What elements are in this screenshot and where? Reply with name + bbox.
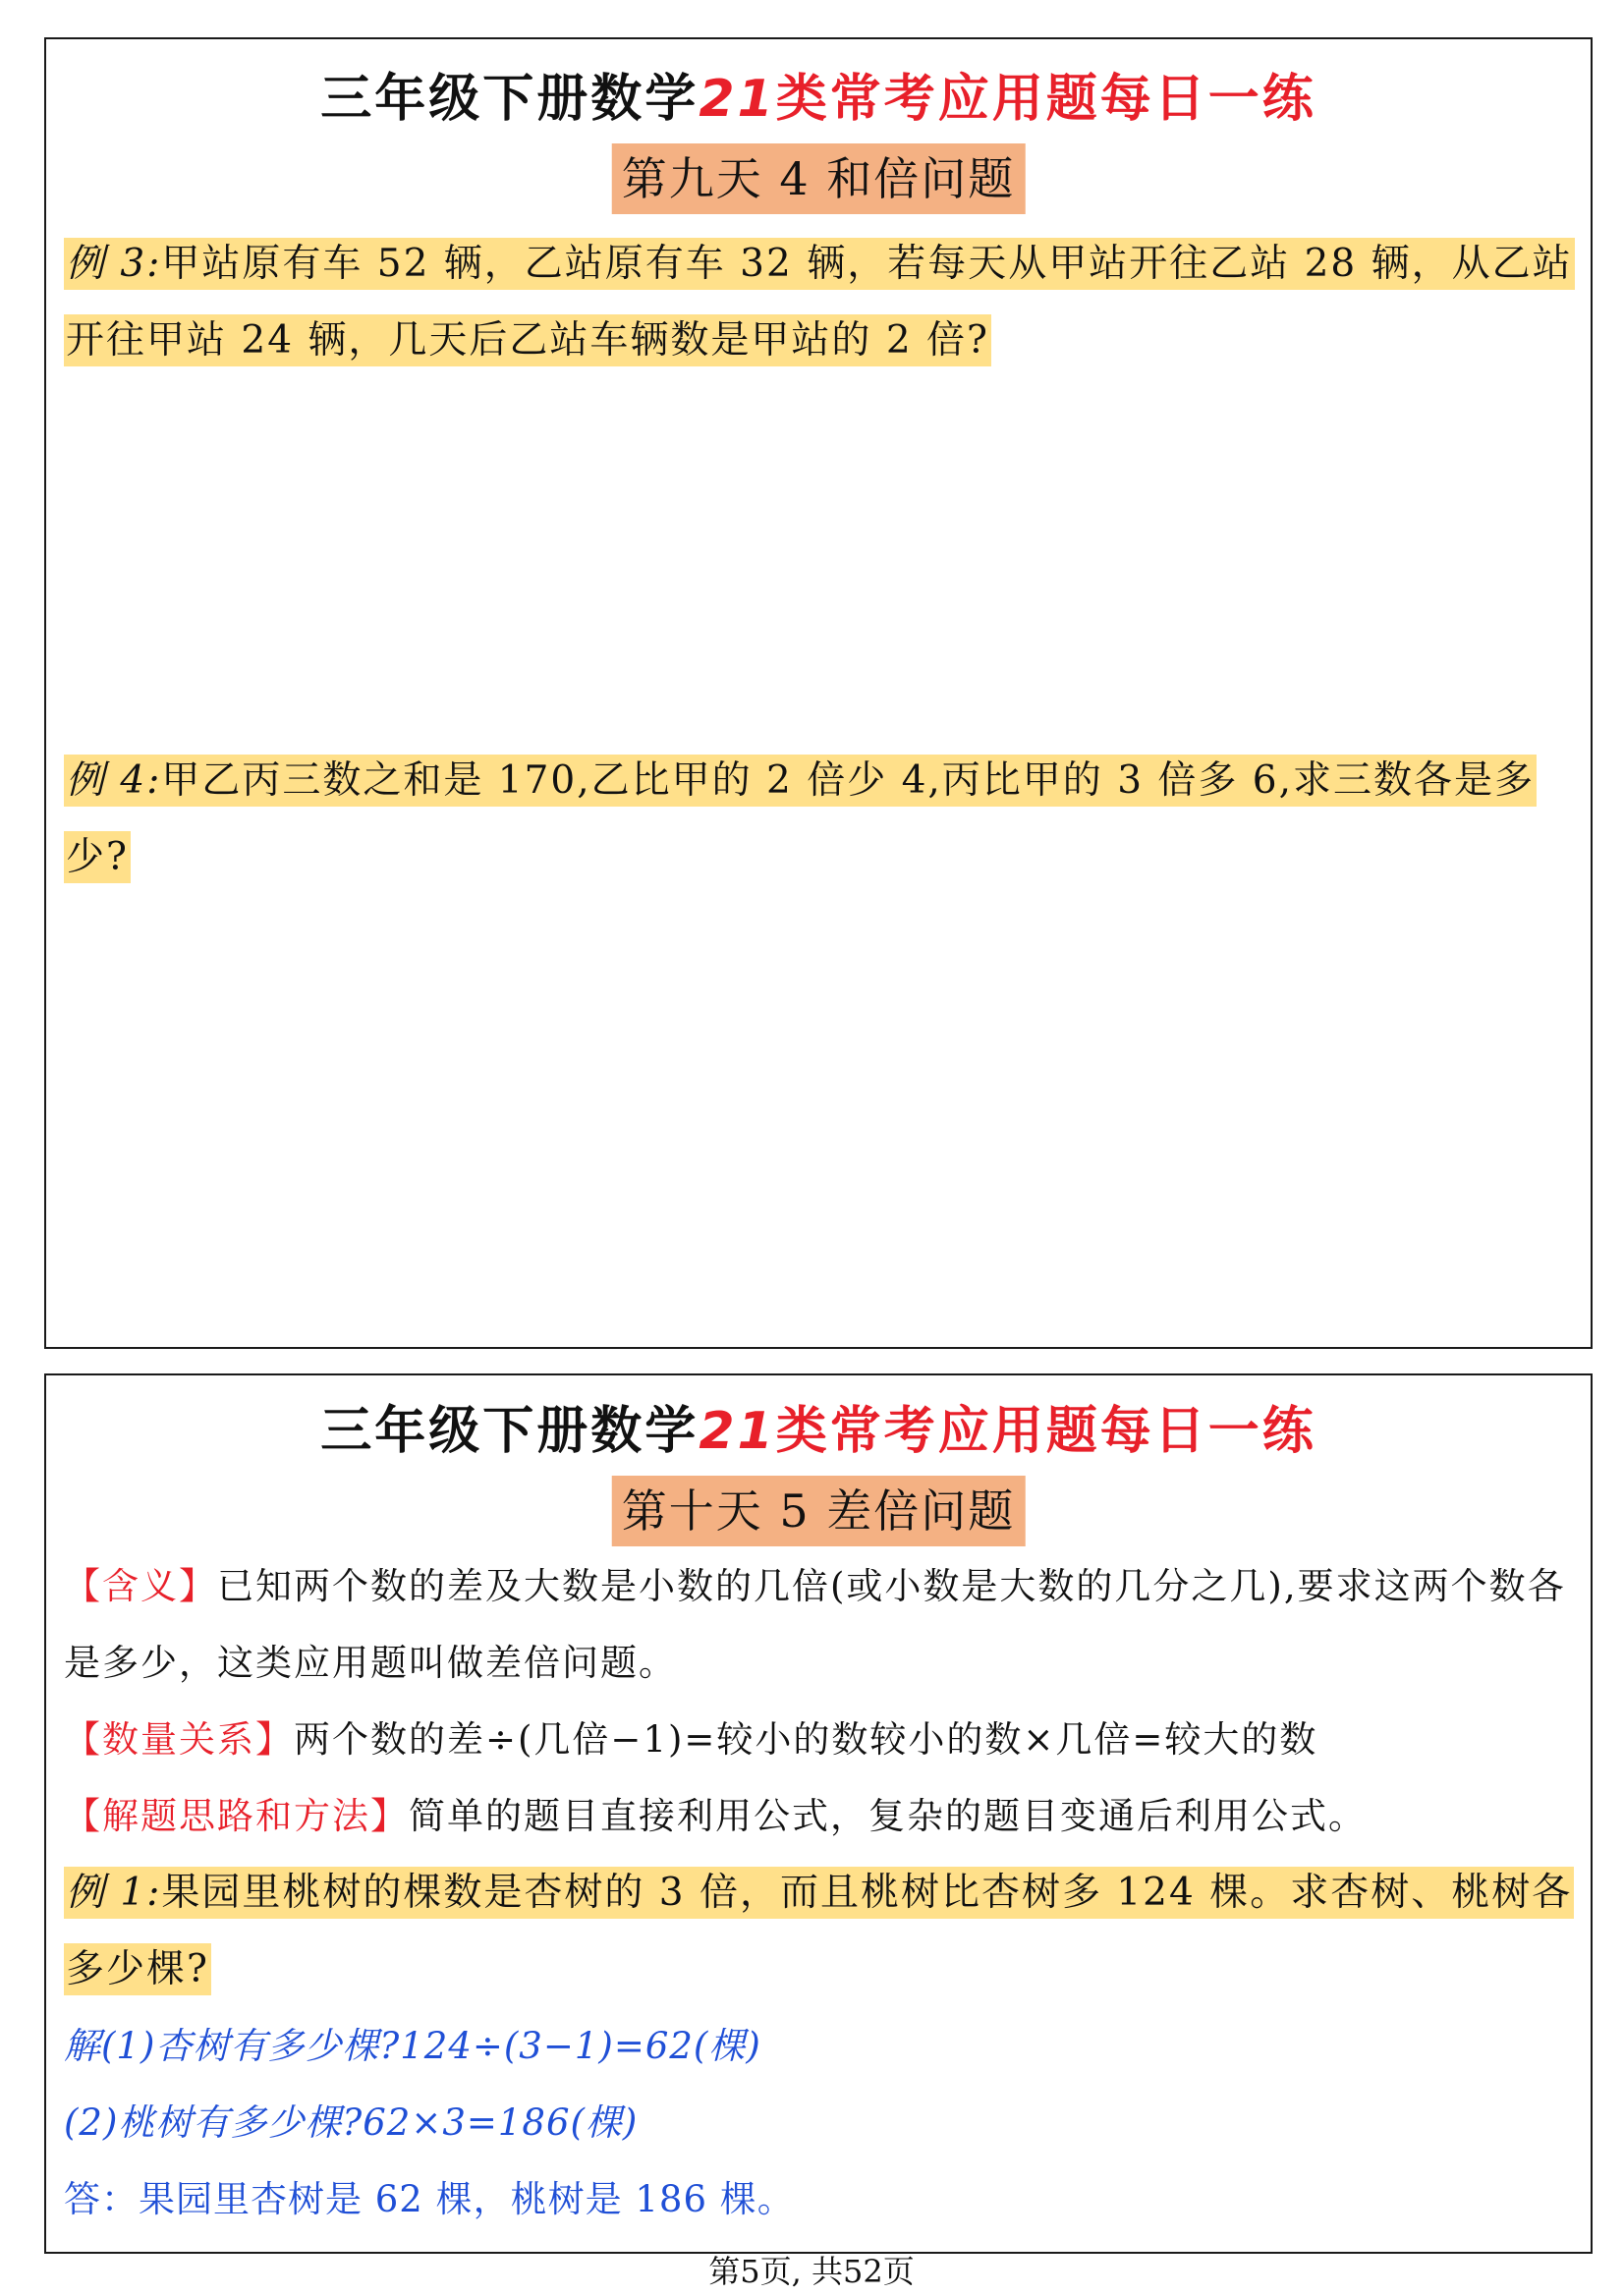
day-banner: 第九天 4 和倍问题 <box>612 143 1026 214</box>
worksheet-card-day10 <box>44 1373 1593 2254</box>
title-suffix: 类常考应用题每日一练 <box>775 1402 1316 1461</box>
title-suffix: 类常考应用题每日一练 <box>775 70 1316 129</box>
method-paragraph <box>64 1778 1577 1855</box>
example-label: 例 3: <box>66 242 162 286</box>
meaning-text: 已知两个数的差及大数是小数的几倍(或小数是大数的几分之几),要求这两个数各是多少，这类应用题叫做差倍问题。 <box>64 1565 1566 1684</box>
worksheet-title <box>46 65 1591 134</box>
example-text: 甲乙丙三数之和是 170,乙比甲的 2 倍少 4,丙比甲的 3 倍多 6,求三数各是多少? <box>66 758 1536 879</box>
meaning-tag: 【含义】 <box>64 1565 217 1607</box>
day-banner: 第十天 5 差倍问题 <box>612 1476 1026 1546</box>
title-prefix: 三年级下册数学 <box>320 70 700 129</box>
relation-text: 两个数的差÷(几倍−1)=较小的数较小的数×几倍=较大的数 <box>294 1718 1318 1761</box>
example-label: 例 1: <box>66 1871 162 1915</box>
example-problem-1 <box>64 1855 1577 2008</box>
worksheet-title <box>46 1397 1591 1466</box>
example-text: 甲站原有车 52 辆，乙站原有车 32 辆，若每天从甲站开往乙站 28 辆，从乙站开往甲站 24 辆，几天后乙站车辆数是甲站的 2 倍? <box>66 242 1573 363</box>
method-text: 简单的题目直接利用公式，复杂的题目变通后利用公式。 <box>409 1795 1367 1837</box>
title-prefix: 三年级下册数学 <box>320 1402 700 1461</box>
example-problem-3 <box>64 226 1577 379</box>
solution-step-2: (2)桃树有多少棵?62×3=186(棵) <box>64 2101 639 2144</box>
title-number: 21 <box>699 70 776 129</box>
solution-step-1: 解(1)杏树有多少棵?124÷(3−1)=62(棵) <box>64 2025 761 2067</box>
example-label: 例 4: <box>66 758 162 803</box>
worksheet-card-day9 <box>44 37 1593 1349</box>
method-tag: 【解题思路和方法】 <box>64 1795 409 1837</box>
title-number: 21 <box>699 1402 776 1461</box>
page-number: 第5页, 共52页 <box>708 2253 915 2290</box>
relation-tag: 【数量关系】 <box>64 1718 294 1761</box>
example-text: 果园里桃树的棵数是杏树的 3 倍，而且桃树比杏树多 124 棵。求杏树、桃树各多少棵? <box>66 1871 1573 1991</box>
meaning-paragraph <box>64 1548 1577 1702</box>
relation-paragraph <box>64 1702 1577 1778</box>
solution-answer: 答：果园里杏树是 62 棵，桃树是 186 棵。 <box>64 2178 795 2220</box>
example-problem-4 <box>64 743 1577 896</box>
